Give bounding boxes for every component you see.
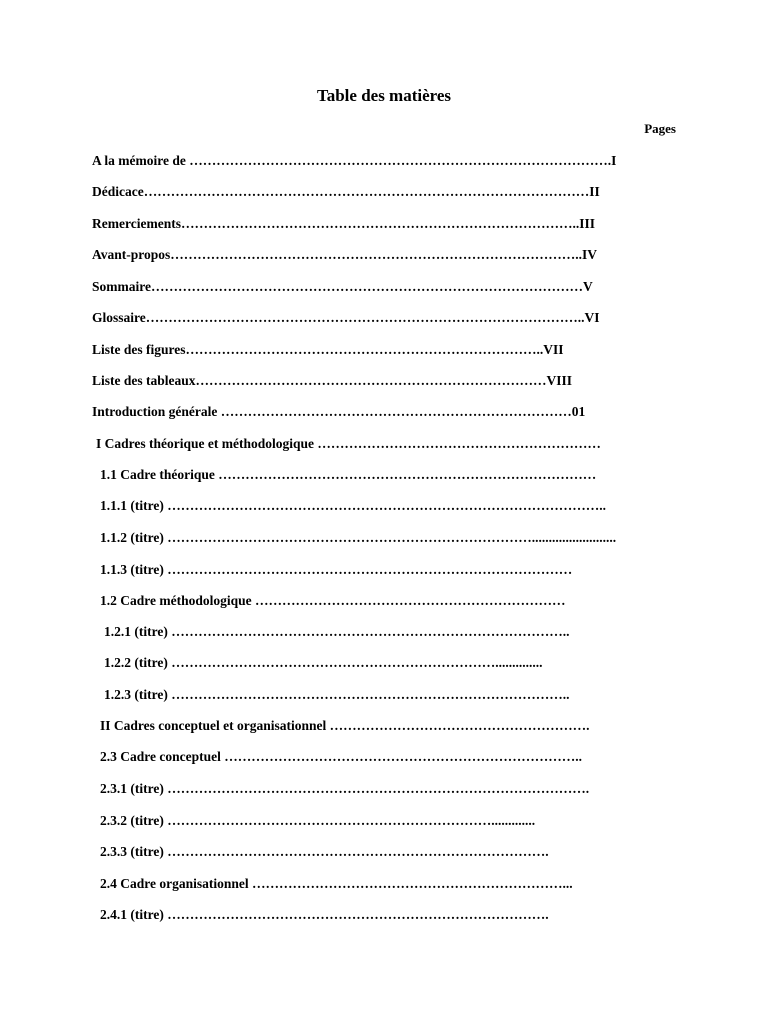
toc-entry: 1.1.2 (titre) ………………………………………………………………………......................... <box>100 530 617 545</box>
toc-subsection: 1.2 Cadre méthodologique …………………………………………………………… <box>100 593 566 608</box>
toc-subsection: 2.4 Cadre organisationnel ……………………………………………………………... <box>100 876 573 891</box>
toc-entry: A la mémoire de ………………………………………………………………………………….I <box>92 153 617 168</box>
toc-entry: Dédicace………………………………………………………………………………………II <box>92 184 600 199</box>
toc-entry: Sommaire……………………………………………………………………………………V <box>92 279 593 294</box>
toc-entry: 2.4.1 (titre) …………………………………………………………………………. <box>100 907 549 922</box>
toc-entry: 1.2.1 (titre) …………………………………………………………………………….. <box>104 624 570 639</box>
toc-entry: Introduction générale ……………………………………………………………………01 <box>92 404 586 419</box>
toc-section-heading: II Cadres conceptuel et organisationnel …………………………………………………. <box>100 718 590 733</box>
toc-entry: 1.2.3 (titre) …………………………………………………………………………….. <box>104 687 570 702</box>
toc-entry: 2.3.3 (titre) …………………………………………………………………………. <box>100 844 549 859</box>
toc-entry: Glossaire……………………………………………………………………………………..VI <box>92 310 600 325</box>
toc-entry: 1.1.3 (titre) ……………………………………………………………………………… <box>100 562 573 577</box>
toc-entry: Remerciements……………………………………………………………………………..III <box>92 216 595 231</box>
toc-entry: Liste des tableaux……………………………………………………………………VIII <box>92 373 573 388</box>
toc-entry: 2.3.2 (titre) ………………………………………………………………............. <box>100 813 536 828</box>
toc-section-heading: I Cadres théorique et méthodologique ……………………………………………………… <box>96 436 601 451</box>
toc-entry: Avant-propos………………………………………………………………………………..IV <box>92 247 598 262</box>
toc-subsection: 1.1 Cadre théorique ………………………………………………………………………… <box>100 467 597 482</box>
toc-entry: 1.1.1 (titre) …………………………………………………………………………………….. <box>100 498 606 513</box>
pages-column-label: Pages <box>644 121 676 136</box>
toc-entry: 1.2.2 (titre) ……………………………………………………………….............. <box>104 655 543 670</box>
toc-entry: Liste des figures……………………………………………………………………..VII <box>92 342 564 357</box>
toc-entry: 2.3.1 (titre) …………………………………………………………………………………. <box>100 781 590 796</box>
toc-subsection: 2.3 Cadre conceptuel …………………………………………………………………….. <box>100 749 582 764</box>
page-title: Table des matières <box>316 86 452 105</box>
